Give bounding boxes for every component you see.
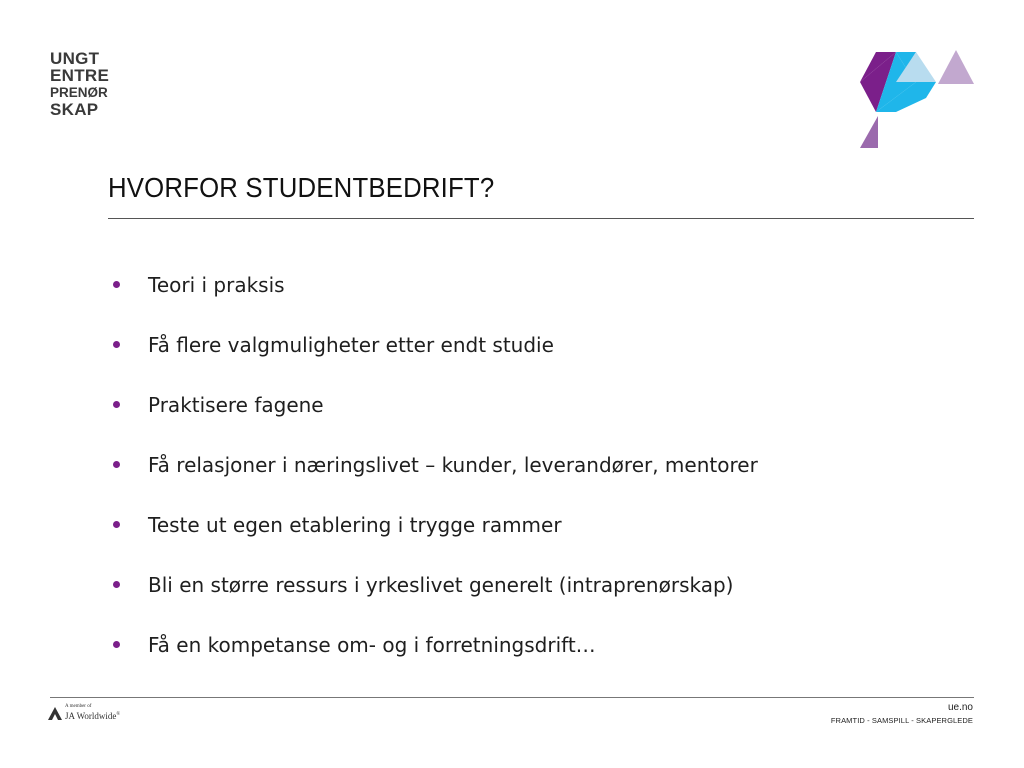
ja-mountain-icon xyxy=(48,706,62,720)
bullet-item xyxy=(108,630,758,690)
ja-member-text: A member of xyxy=(65,704,92,709)
bullet-text: Få en kompetanse om- og i forretningsdrift… xyxy=(148,633,596,657)
footer-tagline: FRAMTID - SAMSPILL - SKAPERGLEDE xyxy=(830,716,973,725)
mosaic-lavender xyxy=(938,50,974,84)
bullet-dot-icon xyxy=(113,281,120,288)
ja-registered-mark: ® xyxy=(116,712,121,717)
bullet-item xyxy=(108,450,758,510)
bullet-text: Teste ut egen etablering i trygge rammer xyxy=(148,513,562,537)
site-url: ue.no xyxy=(947,702,973,713)
bullet-item xyxy=(108,390,758,450)
bullet-dot-icon xyxy=(113,341,120,348)
footer-divider xyxy=(50,697,974,698)
mosaic-stem xyxy=(860,116,878,148)
bullet-text: Praktisere fagene xyxy=(148,393,324,417)
bullet-text: Få relasjoner i næringslivet – kunder, leverandører, mentorer xyxy=(148,453,758,477)
slide-title: HVORFOR STUDENTBEDRIFT? xyxy=(108,172,495,203)
bullet-dot-icon xyxy=(113,401,120,408)
logo-line-4: SKAP xyxy=(50,100,99,119)
bullet-dot-icon xyxy=(113,641,120,648)
bullet-text: Bli en større ressurs i yrkeslivet generelt (intraprenørskap) xyxy=(148,573,734,597)
title-divider xyxy=(108,218,974,219)
bullet-item xyxy=(108,330,758,390)
logo-line-1: UNGT xyxy=(50,49,100,68)
bullet-dot-icon xyxy=(113,581,120,588)
bullet-text: Få flere valgmuligheter etter endt studie xyxy=(148,333,554,357)
bullet-item xyxy=(108,570,758,630)
bullet-text: Teori i praksis xyxy=(148,273,285,297)
ue-logo xyxy=(50,50,109,118)
bullet-item xyxy=(108,510,758,570)
logo-line-3: PRENØR xyxy=(50,85,108,100)
geometric-mosaic-logo xyxy=(855,48,977,152)
ja-name: JA Worldwide xyxy=(65,711,117,721)
ja-worldwide-logo xyxy=(48,704,120,721)
logo-line-2: ENTRE xyxy=(50,66,110,85)
bullet-item xyxy=(108,270,758,330)
bullet-list xyxy=(108,270,758,690)
bullet-dot-icon xyxy=(113,521,120,528)
bullet-dot-icon xyxy=(113,461,120,468)
